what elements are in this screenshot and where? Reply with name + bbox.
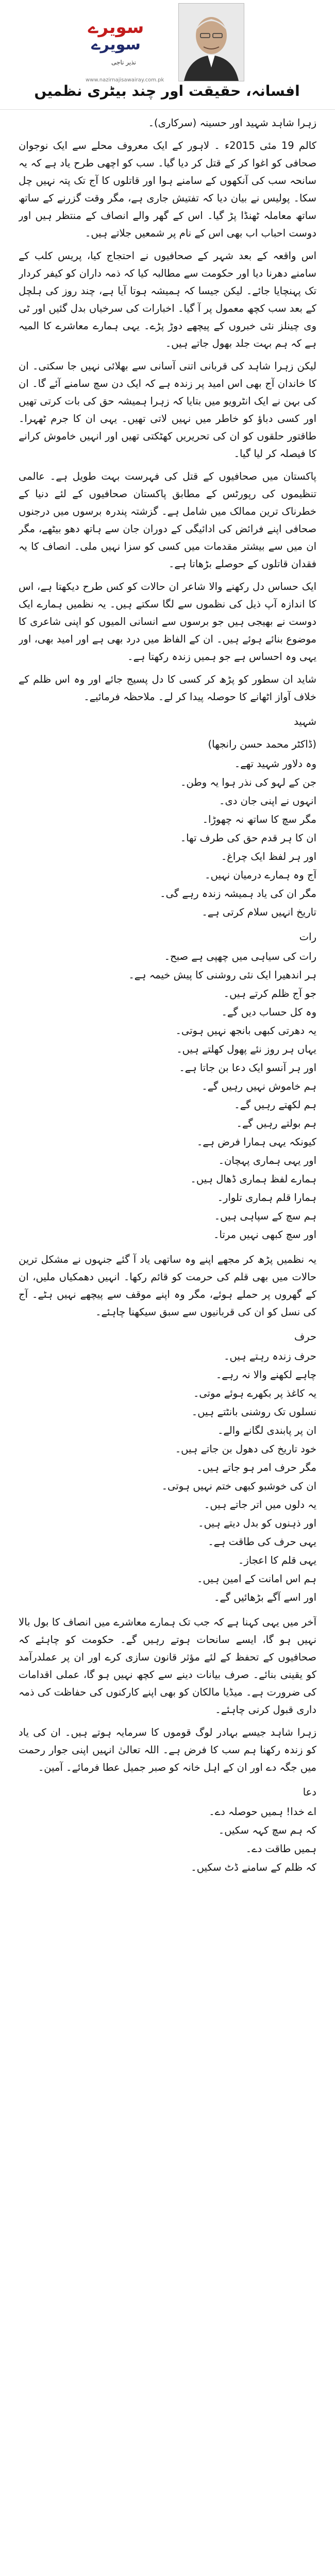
poem-line: اور ہر لفظ ایک چراغ۔ (221, 851, 316, 862)
poem-line: کیونکہ یہی ہمارا فرض ہے۔ (196, 1136, 316, 1148)
poem-line: نسلوں تک روشنی بانٹتے ہیں۔ (191, 1406, 316, 1418)
body-paragraph: کالم 19 مئی 2015ء ۔ لاہور کے ایک معروف محلے سے ایک نوجوان صحافی کو اغوا کر کے قتل کر دیا گیا۔ سب کو اچھی طرح یاد ہے کہ یہ سانحہ سب کی آنکھوں کے سامنے ہوا اور قاتلوں کا آج تک پتہ نہیں چل سکا۔ پولیس نے بیان دیا کہ تفتیش جاری ہے، مگر وقت گزرنے کے ساتھ ساتھ معاملہ ٹھنڈا پڑ گیا۔ اس کے گھر والے انصاف کے منتظر ہیں اور دوست احباب اب بھی اس کے نام پر شمعیں جلاتے ہیں۔ (19, 140, 316, 239)
poem-line: رات کی سیاہی میں چھپی ہے صبح۔ (164, 951, 316, 962)
poem-line: جن کے لہو کی نذر ہوا یہ وطن۔ (180, 776, 316, 788)
poem-dua (19, 1784, 316, 1876)
poem-line: کہ ہم سچ کہہ سکیں۔ (218, 1824, 316, 1836)
body-paragraph: اس واقعہ کے بعد شہر کے صحافیوں نے احتجاج کیا، پریس کلب کے سامنے دھرنا دیا اور حکومت سے مطالبہ کیا کہ ذمہ داران کو کیفر کردار تک پہنچایا جائے۔ لیکن جیسا کہ ہمیشہ ہوتا آیا ہے، چند روز کی ہلچل کے بعد سب کچھ معمول پر آ گیا۔ اخبارات کی سرخیاں بدل گئیں اور ٹی وی چینلز نئی خبروں کے پیچھے دوڑ پڑے۔ یہی ہمارے معاشرے کا المیہ ہے کہ ہم بہت جلد بھول جاتے ہیں۔ (19, 250, 316, 349)
poem-line: یہی حرف کی طاقت ہے۔ (208, 1536, 316, 1548)
body-paragraph: ایک حساس دل رکھنے والا شاعر ان حالات کو کس طرح دیکھتا ہے، اس کا اندازہ آپ ذیل کی نظموں سے لگا سکتے ہیں۔ یہ نظمیں ہمارے ایک دوست نے بھیجی ہیں جو برسوں سے انسانی المیوں کو اپنی شاعری کا موضوع بنائے ہوئے ہیں۔ ان کے الفاظ میں درد بھی ہے اور امید بھی، اور یہی وہ احساس ہے جو ہمیں زندہ رکھتا ہے۔ (19, 581, 316, 663)
poem-line: ہمارے لفظ ہماری ڈھال ہیں۔ (190, 1173, 316, 1185)
author-photo (178, 3, 244, 81)
poem-line: اور یہی ہماری پہچان۔ (218, 1155, 316, 1166)
poem-line: اور ذہنوں کو بدل دیتے ہیں۔ (198, 1517, 316, 1529)
body-paragraph: لیکن زہرا شاہد کی قربانی اتنی آسانی سے بھلائی نہیں جا سکتی۔ ان کا خاندان آج بھی اس امید پر زندہ ہے کہ ایک دن سچ سامنے آئے گا۔ ان کی بہن نے ایک انٹرویو میں بتایا کہ زہرا ہمیشہ حق کی بات کرتی تھیں اور کسی دباؤ کو خاطر میں نہیں لاتی تھیں۔ یہی ان کا جرم ٹھہرا۔ طاقتور حلقوں کو ان کی تحریریں کھٹکتی تھیں اور انہیں خاموش کرانے کا فیصلہ کر لیا گیا۔ (19, 360, 316, 460)
column-header (0, 0, 335, 110)
poem-line: اے خدا! ہمیں حوصلہ دے۔ (209, 1806, 316, 1818)
poem-line: مگر حرف امر ہو جاتے ہیں۔ (196, 1462, 316, 1473)
poem-title: رات (299, 931, 316, 943)
body-paragraph: آخر میں یہی کہنا ہے کہ جب تک ہمارے معاشرے میں انصاف کا بول بالا نہیں ہو گا، ایسے سانحات ہوتے رہیں گے۔ حکومت کو چاہئے کہ صحافیوں کے تحفظ کے لئے مؤثر قانون سازی کرے اور ان پر عملدرآمد کو یقینی بنائے۔ صرف بیانات دینے سے کچھ نہیں ہو گا، عملی اقدامات کی ضرورت ہے۔ میڈیا مالکان کو بھی اپنے کارکنوں کی حفاظت کی ذمہ داری قبول کرنی چاہئے۔ (19, 1616, 316, 1716)
poem-line: ان کا ہر قدم حق کی طرف تھا۔ (180, 832, 316, 844)
poem-line: یہ دھرتی کبھی بانجھ نہیں ہوتی۔ (175, 1025, 316, 1037)
poem-title: دعا (303, 1786, 316, 1798)
poem-line: جو آج ظلم کرتے ہیں۔ (223, 988, 316, 999)
poem-line: ہم لکھتے رہیں گے۔ (234, 1099, 316, 1111)
poem-raat (19, 928, 316, 1244)
logo-top-text: سویرے (88, 17, 144, 38)
poem-shaheed (19, 713, 316, 921)
author-portrait-icon (179, 4, 244, 81)
body-paragraph: یہ نظمیں پڑھ کر مجھے اپنے وہ ساتھی یاد آ گئے جنہوں نے مشکل ترین حالات میں بھی قلم کی حرمت کو قائم رکھا۔ انہیں دھمکیاں ملیں، ان کے گھروں پر حملے ہوئے، مگر وہ اپنے موقف سے پیچھے نہیں ہٹے۔ آج کی نسل کو ان کی قربانیوں سے سبق سیکھنا چاہئے۔ (19, 1253, 316, 1318)
poem-line: کہ ظلم کے سامنے ڈٹ سکیں۔ (191, 1861, 316, 1873)
poem-line: یہی قلم کا اعجاز۔ (238, 1554, 316, 1566)
poem-line: وہ کل حساب دیں گے۔ (221, 1006, 316, 1018)
poem-title: حرف (294, 1331, 316, 1343)
column-logo (77, 14, 155, 57)
poem-line: مگر سچ کا ساتھ نہ چھوڑا۔ (202, 814, 316, 825)
poem-line: چاہے لکھنے والا نہ رہے۔ (215, 1369, 316, 1381)
poem-line: انہوں نے اپنی جان دی۔ (219, 795, 316, 807)
poem-line: اور اسے آگے بڑھائیں گے۔ (213, 1591, 316, 1603)
poem-line: ہم بولتے رہیں گے۔ (236, 1117, 316, 1129)
author-website: www.nazirnajisawairay.com.pk (86, 77, 164, 83)
poem-line: ہم اس امانت کے امین ہیں۔ (197, 1573, 316, 1585)
body-paragraph: زہرا شاہد جیسے بہادر لوگ قوموں کا سرمایہ ہوتے ہیں۔ ان کی یاد کو زندہ رکھنا ہم سب کا فرض ہے۔ اللہ تعالیٰ انہیں اپنی جوار رحمت میں جگہ دے اور ان کے اہل خانہ کو صبر جمیل عطا فرمائے۔ آمین۔ (19, 1726, 316, 1773)
column-headline: افسانہ، حقیقت اور چند بیٹری نظمیں (34, 82, 300, 99)
poem-line: آج وہ ہمارے درمیان نہیں۔ (205, 869, 316, 881)
poem-line: ہر اندھیرا ایک نئی روشنی کا پیش خیمہ ہے۔ (128, 969, 316, 981)
body-paragraph: پاکستان میں صحافیوں کے قتل کی فہرست بہت طویل ہے۔ عالمی تنظیموں کی رپورٹس کے مطابق پاکستان صحافیوں کے لئے دنیا کے خطرناک ترین ممالک میں شامل ہے۔ گزشتہ پندرہ برسوں میں درجنوں صحافی اپنے فرائض کی ادائیگی کے دوران جان سے ہاتھ دھو بیٹھے، مگر ان میں سے بیشتر مقدمات میں کسی کو سزا نہیں ملی۔ انصاف کا یہ فقدان قاتلوں کے حوصلے بڑھاتا ہے۔ (19, 470, 316, 570)
body-paragraph: شاید ان سطور کو پڑھ کر کسی کا دل پسیج جائے اور وہ اس ظلم کے خلاف آواز اٹھانے کا حوصلہ پیدا کر لے۔ ملاحظہ فرمائیے۔ (19, 673, 316, 703)
poem-title: شہید (294, 716, 316, 727)
poem-line: ہم سچ کے سپاہی ہیں۔ (214, 1210, 316, 1222)
poem-line: مگر ان کی یاد ہمیشہ زندہ رہے گی۔ (160, 888, 316, 900)
poem-line: تاریخ انہیں سلام کرتی ہے۔ (202, 906, 316, 918)
poem-harf (19, 1328, 316, 1606)
poem-line: ہم خاموش نہیں رہیں گے۔ (202, 1080, 316, 1092)
poem-line: خود تاریخ کی دھول بن جاتے ہیں۔ (175, 1443, 316, 1455)
poem-line: حرف زندہ رہتے ہیں۔ (224, 1350, 316, 1362)
poem-line: اور ہر آنسو ایک دعا بن جاتا ہے۔ (179, 1062, 316, 1074)
poem-line: اور سچ کبھی نہیں مرتا۔ (213, 1229, 316, 1241)
poem-line: ہمیں طاقت دے۔ (245, 1843, 316, 1855)
author-name: نذیر ناجی (111, 59, 136, 66)
poem-line: ہمارا قلم ہماری تلوار۔ (217, 1192, 316, 1204)
poem-line: وہ دلاور شہید تھے۔ (234, 758, 316, 770)
body-paragraph: زہرا شاہد شہید اور حسینہ (سرکاری)۔ (148, 117, 316, 129)
column-body (19, 114, 316, 2576)
logo-bottom-text: سویرے (91, 36, 141, 54)
poem-line: ان پر پابندی لگانے والے۔ (217, 1425, 316, 1436)
poem-author: (ڈاکٹر محمد حسن رانجھا) (208, 738, 316, 750)
poem-line: یہاں ہر روز نئے پھول کھلتے ہیں۔ (176, 1043, 316, 1055)
poem-line: ان کی خوشبو کبھی ختم نہیں ہوتی۔ (161, 1480, 316, 1492)
poem-line: یہ دلوں میں اتر جاتے ہیں۔ (204, 1499, 316, 1511)
poem-line: یہ کاغذ پر بکھرے ہوئے موتی۔ (193, 1387, 316, 1399)
